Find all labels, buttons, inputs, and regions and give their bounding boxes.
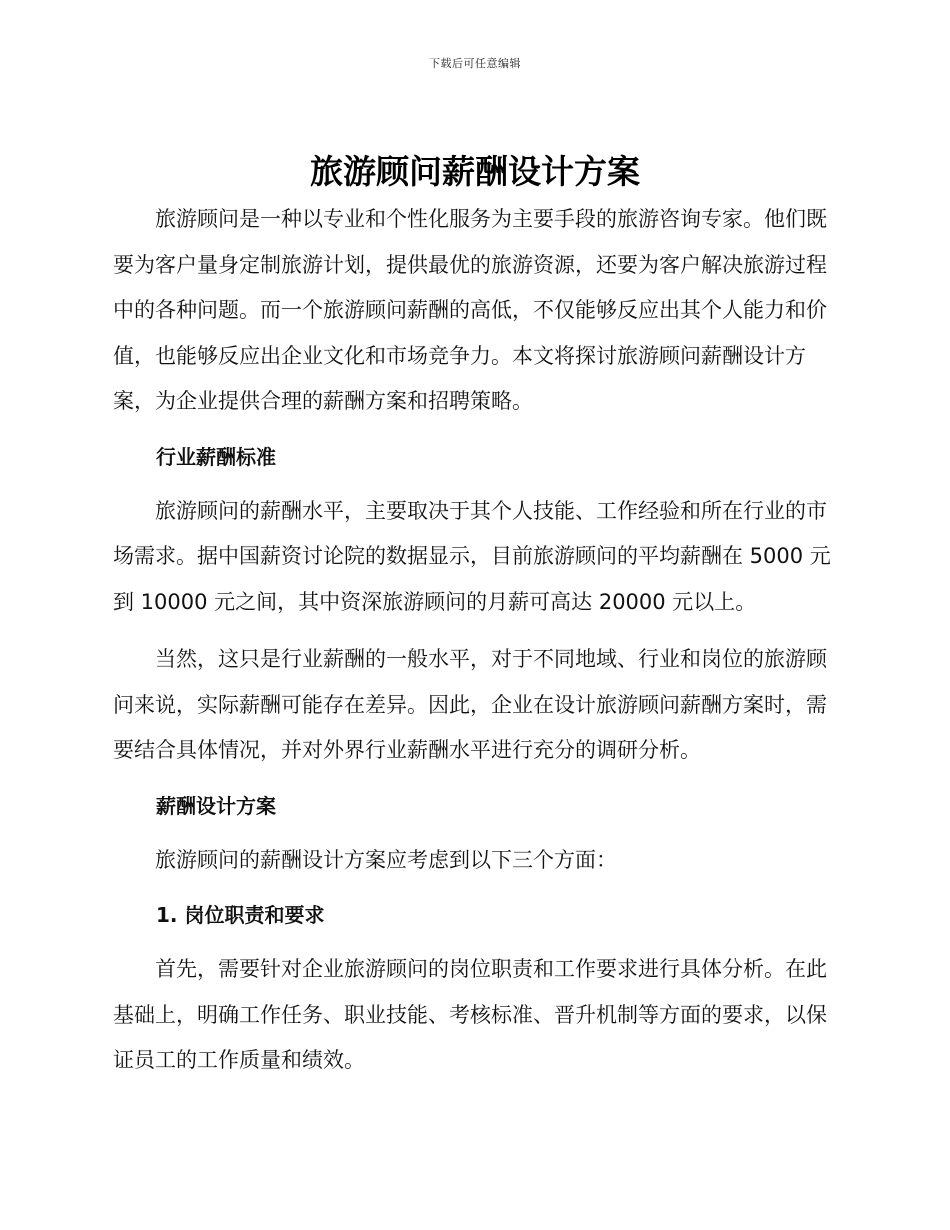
duties-paragraph: 首先，需要针对企业旅游顾问的岗位职责和工作要求进行具体分析。在此基础上，明确工作任务、职业技能、考核标准、晋升机制等方面的要求，以保证员工的工作质量和绩效。 [113, 957, 827, 1072]
section-heading-design: 薪酬设计方案 [156, 793, 276, 818]
industry-paragraph-1: 旅游顾问的薪酬水平，主要取决于其个人技能、工作经验和所在行业的市场需求。据中国薪资讨论院的数据显示，目前旅游顾问的平均薪酬在 5000 元到 10000 元之间，其中资深旅游顾问的月薪可高达 20000 元以上。 [113, 498, 831, 614]
document-title: 旅游顾问薪酬设计方案 [310, 152, 640, 191]
document-body [113, 197, 843, 1084]
section-heading-duties: 1. 岗位职责和要求 [156, 903, 325, 927]
design-intro-paragraph: 旅游顾问的薪酬设计方案应考虑到以下三个方面： [155, 847, 617, 872]
header-note: 下载后可任意编辑 [429, 57, 521, 70]
industry-paragraph-2: 当然，这只是行业薪酬的一般水平，对于不同地域、行业和岗位的旅游顾问来说，实际薪酬可能存在差异。因此，企业在设计旅游顾问薪酬方案时，需要结合具体情况，并对外界行业薪酬水平进行充分的调研分析。 [113, 647, 827, 762]
section-heading-industry: 行业薪酬标准 [156, 444, 276, 469]
intro-paragraph: 旅游顾问是一种以专业和个性化服务为主要手段的旅游咨询专家。他们既要为客户量身定制旅游计划，提供最优的旅游资源，还要为客户解决旅游过程中的各种问题。而一个旅游顾问薪酬的高低，不仅能够反应出其个人能力和价值，也能够反应出企业文化和市场竞争力。本文将探讨旅游顾问薪酬设计方案，为企业提供合理的薪酬方案和招聘策略。 [113, 207, 827, 413]
